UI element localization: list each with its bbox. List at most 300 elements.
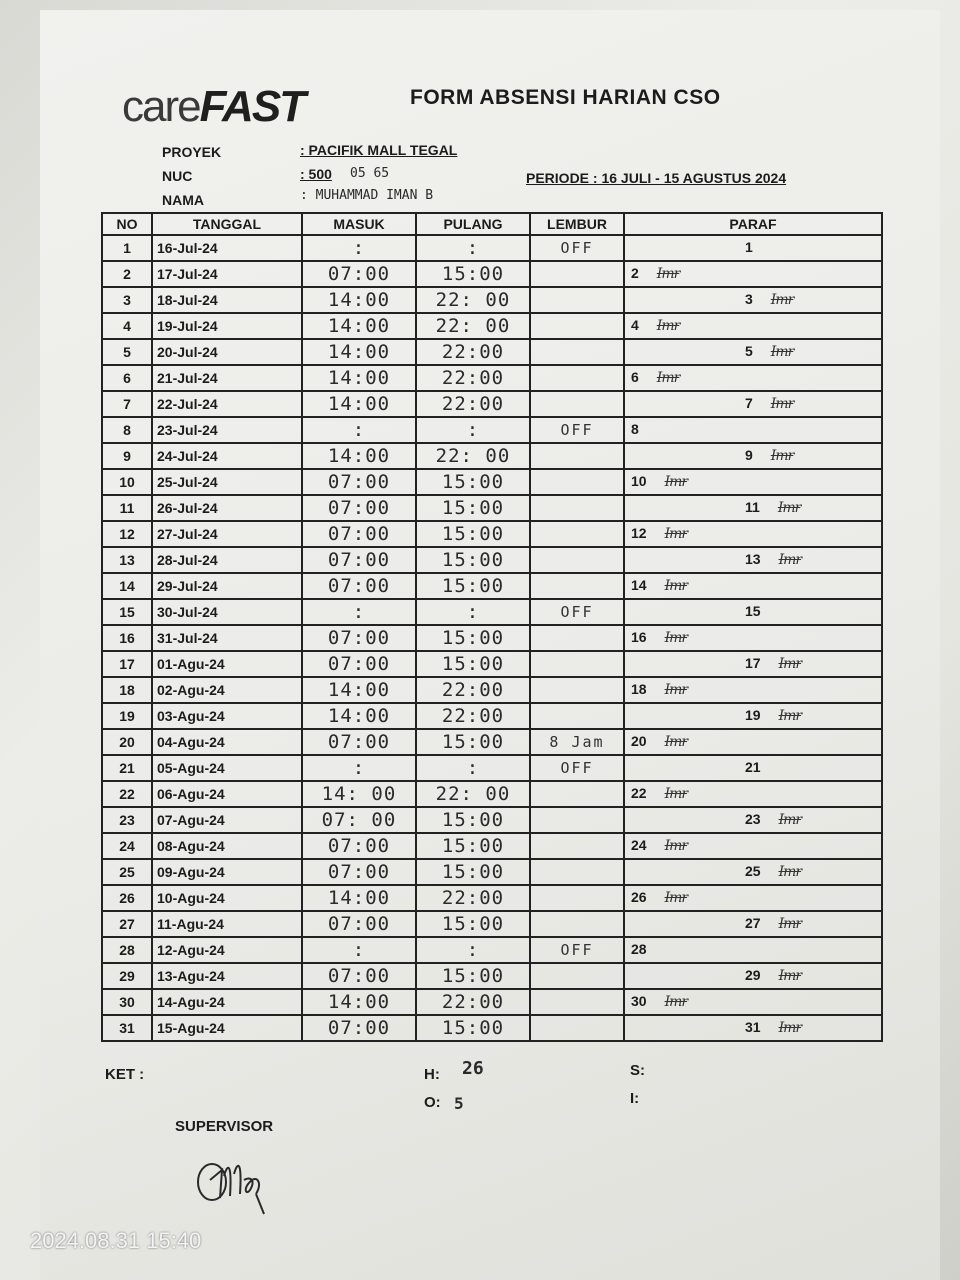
row-no: 2 [102,261,152,287]
row-no: 24 [102,833,152,859]
table-row [102,599,882,625]
paraf-signature: Imr [664,630,688,646]
row-masuk: 14:00 [302,391,416,417]
table-row [102,547,882,573]
row-masuk: 07:00 [302,547,416,573]
paraf-entry [745,395,793,412]
row-masuk: 07:00 [302,573,416,599]
row-masuk: 07:00 [302,469,416,495]
row-lembur [530,625,624,651]
row-no: 27 [102,911,152,937]
paraf-entry [745,291,793,308]
row-paraf [624,911,882,937]
row-paraf [624,833,882,859]
paraf-entry [745,707,801,724]
row-masuk: 14:00 [302,287,416,313]
row-lembur [530,651,624,677]
row-lembur [530,547,624,573]
row-no: 18 [102,677,152,703]
nuc-handwritten: 05 65 [350,166,390,181]
table-row [102,1015,882,1041]
paraf-entry [745,447,793,464]
o-value: 5 [454,1094,464,1113]
row-tanggal: 01-Agu-24 [152,651,302,677]
paraf-entry [631,317,679,334]
row-no: 31 [102,1015,152,1041]
paraf-number: 22 [631,785,647,801]
proyek-label: PROYEK [162,144,222,160]
row-paraf [624,677,882,703]
paraf-entry [631,629,687,646]
row-paraf [624,235,882,261]
paraf-signature: Imr [778,812,802,828]
paraf-signature: Imr [656,370,680,386]
table-row [102,937,882,963]
table-row [102,495,882,521]
table-row [102,859,882,885]
table-row [102,807,882,833]
paraf-number: 10 [631,473,647,489]
row-masuk: 07:00 [302,833,416,859]
paraf-entry [745,967,801,984]
row-pulang: 22:00 [416,365,530,391]
row-tanggal: 11-Agu-24 [152,911,302,937]
paraf-signature: Imr [664,734,688,750]
table-row [102,365,882,391]
paraf-number: 12 [631,525,647,541]
row-paraf [624,755,882,781]
paraf-signature: Imr [664,474,688,490]
paraf-entry [745,239,771,256]
paraf-entry [745,499,800,516]
row-paraf [624,885,882,911]
paraf-entry [631,525,687,542]
table-row [102,313,882,339]
table-row [102,443,882,469]
paraf-number: 25 [745,863,761,879]
row-pulang: 15:00 [416,469,530,495]
row-paraf [624,781,882,807]
nuc-value: : 500 [300,166,332,182]
h-value: 26 [462,1058,484,1079]
table-row [102,625,882,651]
paraf-entry [745,1019,801,1036]
row-masuk: 07:00 [302,625,416,651]
row-tanggal: 28-Jul-24 [152,547,302,573]
paraf-number: 17 [745,655,761,671]
paraf-entry [745,343,793,360]
paraf-number: 9 [745,447,753,463]
paraf-number: 7 [745,395,753,411]
paraf-entry [631,577,687,594]
row-tanggal: 12-Agu-24 [152,937,302,963]
paraf-entry [631,785,687,802]
supervisor-signature [190,1150,280,1230]
row-no: 28 [102,937,152,963]
row-lembur [530,443,624,469]
row-pulang: : [416,599,530,625]
row-tanggal: 17-Jul-24 [152,261,302,287]
row-tanggal: 31-Jul-24 [152,625,302,651]
nuc-label: NUC [162,168,193,184]
paraf-entry [631,421,657,438]
logo-part1: care [122,82,200,131]
ket-label: KET : [105,1066,145,1083]
row-no: 17 [102,651,152,677]
row-pulang: 15:00 [416,911,530,937]
row-lembur [530,573,624,599]
row-masuk: 14:00 [302,885,416,911]
paraf-entry [745,759,779,776]
row-tanggal: 09-Agu-24 [152,859,302,885]
row-no: 3 [102,287,152,313]
paraf-signature: Imr [664,578,688,594]
row-pulang: 22:00 [416,703,530,729]
row-paraf [624,521,882,547]
row-masuk: : [302,599,416,625]
table-row [102,677,882,703]
row-pulang: 15:00 [416,1015,530,1041]
table-row [102,833,882,859]
paraf-number: 28 [631,941,647,957]
row-masuk: 07:00 [302,261,416,287]
paraf-entry [631,473,687,490]
proyek-value: : PACIFIK MALL TEGAL [300,142,458,158]
table-row [102,469,882,495]
nama-value: : MUHAMMAD IMAN B [300,188,434,203]
row-lembur [530,287,624,313]
row-no: 26 [102,885,152,911]
row-lembur [530,911,624,937]
row-masuk: 07:00 [302,729,416,755]
paraf-number: 6 [631,369,639,385]
row-paraf [624,417,882,443]
paraf-signature: Imr [778,656,802,672]
row-lembur [530,261,624,287]
col-paraf: PARAF [624,213,882,235]
row-lembur [530,833,624,859]
paraf-entry [745,863,801,880]
row-no: 8 [102,417,152,443]
row-masuk: 07:00 [302,495,416,521]
row-no: 6 [102,365,152,391]
row-tanggal: 30-Jul-24 [152,599,302,625]
paraf-entry [631,941,665,958]
row-pulang: 22:00 [416,885,530,911]
row-pulang: 15:00 [416,859,530,885]
row-paraf [624,313,882,339]
form-title: FORM ABSENSI HARIAN CSO [410,86,721,109]
table-row [102,417,882,443]
row-lembur [530,391,624,417]
row-tanggal: 25-Jul-24 [152,469,302,495]
paraf-signature: Imr [778,916,802,932]
row-tanggal: 20-Jul-24 [152,339,302,365]
row-pulang: 15:00 [416,495,530,521]
row-no: 5 [102,339,152,365]
paraf-entry [745,551,801,568]
row-lembur [530,989,624,1015]
row-no: 25 [102,859,152,885]
table-row [102,781,882,807]
row-pulang: 22:00 [416,391,530,417]
paraf-entry [631,733,687,750]
row-paraf [624,1015,882,1041]
row-lembur [530,521,624,547]
row-masuk: 07:00 [302,521,416,547]
paraf-entry [745,655,801,672]
row-lembur [530,313,624,339]
row-no: 1 [102,235,152,261]
paraf-number: 1 [745,239,753,255]
row-lembur [530,677,624,703]
row-lembur [530,885,624,911]
row-tanggal: 19-Jul-24 [152,313,302,339]
paraf-number: 23 [745,811,761,827]
row-no: 13 [102,547,152,573]
row-paraf [624,547,882,573]
row-no: 7 [102,391,152,417]
table-row [102,521,882,547]
table-row [102,235,882,261]
row-pulang: : [416,755,530,781]
row-masuk: 07: 00 [302,807,416,833]
row-lembur [530,963,624,989]
col-masuk: MASUK [302,213,416,235]
periode: PERIODE : 16 JULI - 15 AGUSTUS 2024 [526,170,787,186]
paraf-number: 31 [745,1019,761,1035]
o-label: O: [424,1094,441,1111]
row-lembur [530,339,624,365]
paraf-number: 15 [745,603,761,619]
paraf-number: 11 [745,499,760,515]
row-lembur: OFF [530,235,624,261]
paraf-signature: Imr [664,526,688,542]
paraf-entry [631,681,687,698]
h-label: H: [424,1066,440,1083]
row-lembur [530,807,624,833]
paraf-number: 18 [631,681,647,697]
row-lembur: OFF [530,599,624,625]
paraf-number: 24 [631,837,647,853]
row-paraf [624,599,882,625]
row-paraf [624,651,882,677]
row-pulang: 22:00 [416,339,530,365]
row-masuk: 14:00 [302,989,416,1015]
row-masuk: 14:00 [302,313,416,339]
row-no: 12 [102,521,152,547]
paraf-signature: Imr [656,266,680,282]
paraf-entry [631,265,679,282]
paraf-number: 4 [631,317,639,333]
row-paraf [624,573,882,599]
paraf-number: 26 [631,889,647,905]
row-no: 19 [102,703,152,729]
row-pulang: 22: 00 [416,287,530,313]
row-paraf [624,339,882,365]
paraf-signature: Imr [664,682,688,698]
row-pulang: 15:00 [416,547,530,573]
paraf-signature: Imr [778,1020,802,1036]
row-no: 9 [102,443,152,469]
row-tanggal: 21-Jul-24 [152,365,302,391]
row-tanggal: 10-Agu-24 [152,885,302,911]
row-tanggal: 27-Jul-24 [152,521,302,547]
table-row [102,729,882,755]
row-pulang: : [416,417,530,443]
row-masuk: 14:00 [302,703,416,729]
col-tanggal: TANGGAL [152,213,302,235]
row-lembur [530,703,624,729]
row-no: 20 [102,729,152,755]
col-no: NO [102,213,152,235]
row-tanggal: 04-Agu-24 [152,729,302,755]
row-paraf [624,365,882,391]
row-tanggal: 22-Jul-24 [152,391,302,417]
table-row [102,755,882,781]
row-no: 22 [102,781,152,807]
row-no: 16 [102,625,152,651]
paraf-number: 19 [745,707,761,723]
paraf-signature: Imr [777,500,801,516]
row-no: 30 [102,989,152,1015]
paraf-entry [631,837,687,854]
row-paraf [624,625,882,651]
row-paraf [624,859,882,885]
row-tanggal: 05-Agu-24 [152,755,302,781]
paraf-number: 2 [631,265,639,281]
table-row [102,963,882,989]
row-pulang: : [416,235,530,261]
table-row [102,989,882,1015]
row-pulang: 15:00 [416,729,530,755]
row-paraf [624,729,882,755]
row-pulang: 22: 00 [416,781,530,807]
table-row [102,651,882,677]
paraf-entry [631,993,687,1010]
col-pulang: PULANG [416,213,530,235]
row-pulang: 15:00 [416,573,530,599]
paraf-number: 14 [631,577,647,593]
row-no: 4 [102,313,152,339]
row-masuk: 14:00 [302,339,416,365]
paraf-number: 27 [745,915,761,931]
row-tanggal: 26-Jul-24 [152,495,302,521]
row-tanggal: 18-Jul-24 [152,287,302,313]
paraf-number: 16 [631,629,647,645]
table-row [102,703,882,729]
supervisor-label: SUPERVISOR [175,1118,274,1135]
row-no: 23 [102,807,152,833]
row-lembur [530,495,624,521]
row-masuk: 07:00 [302,859,416,885]
row-tanggal: 16-Jul-24 [152,235,302,261]
table-row [102,573,882,599]
row-pulang: 15:00 [416,261,530,287]
row-masuk: 07:00 [302,963,416,989]
s-label: S: [630,1062,645,1079]
row-masuk: 07:00 [302,911,416,937]
paraf-entry [745,603,779,620]
row-lembur [530,365,624,391]
paraf-signature: Imr [770,292,794,308]
paraf-signature: Imr [770,344,794,360]
table-header-row [102,213,882,235]
paraf-signature: Imr [656,318,680,334]
paraf-entry [745,811,801,828]
row-masuk: 07:00 [302,1015,416,1041]
row-masuk: : [302,755,416,781]
row-no: 10 [102,469,152,495]
row-masuk: 14: 00 [302,781,416,807]
row-no: 14 [102,573,152,599]
row-pulang: 15:00 [416,625,530,651]
row-pulang: 15:00 [416,963,530,989]
row-tanggal: 07-Agu-24 [152,807,302,833]
table-row [102,339,882,365]
row-tanggal: 24-Jul-24 [152,443,302,469]
photo-timestamp: 2024.08.31 15:40 [30,1228,202,1253]
row-paraf [624,287,882,313]
row-pulang: : [416,937,530,963]
row-paraf [624,963,882,989]
paraf-number: 21 [745,759,761,775]
row-pulang: 15:00 [416,521,530,547]
row-tanggal: 06-Agu-24 [152,781,302,807]
row-paraf [624,391,882,417]
paraf-number: 8 [631,421,639,437]
row-pulang: 22:00 [416,677,530,703]
row-tanggal: 08-Agu-24 [152,833,302,859]
i-label: I: [630,1090,640,1107]
paraf-number: 30 [631,993,647,1009]
row-lembur [530,1015,624,1041]
row-masuk: 14:00 [302,365,416,391]
row-paraf [624,703,882,729]
row-pulang: 15:00 [416,807,530,833]
row-lembur: OFF [530,417,624,443]
row-paraf [624,807,882,833]
paraf-signature: Imr [664,786,688,802]
paraf-signature: Imr [664,838,688,854]
paraf-entry [631,889,687,906]
row-tanggal: 14-Agu-24 [152,989,302,1015]
row-lembur: OFF [530,937,624,963]
row-masuk: : [302,937,416,963]
row-no: 15 [102,599,152,625]
paraf-entry [631,369,679,386]
paraf-signature: Imr [664,890,688,906]
attendance-table [101,212,883,1042]
row-pulang: 22:00 [416,989,530,1015]
row-lembur [530,781,624,807]
paraf-number: 5 [745,343,753,359]
row-lembur: OFF [530,755,624,781]
row-tanggal: 15-Agu-24 [152,1015,302,1041]
row-pulang: 15:00 [416,833,530,859]
row-no: 21 [102,755,152,781]
row-paraf [624,495,882,521]
row-tanggal: 02-Agu-24 [152,677,302,703]
paraf-number: 13 [745,551,761,567]
row-tanggal: 03-Agu-24 [152,703,302,729]
paraf-signature: Imr [770,448,794,464]
col-lembur: LEMBUR [530,213,624,235]
row-paraf [624,937,882,963]
row-paraf [624,443,882,469]
row-lembur [530,469,624,495]
paraf-signature: Imr [778,708,802,724]
